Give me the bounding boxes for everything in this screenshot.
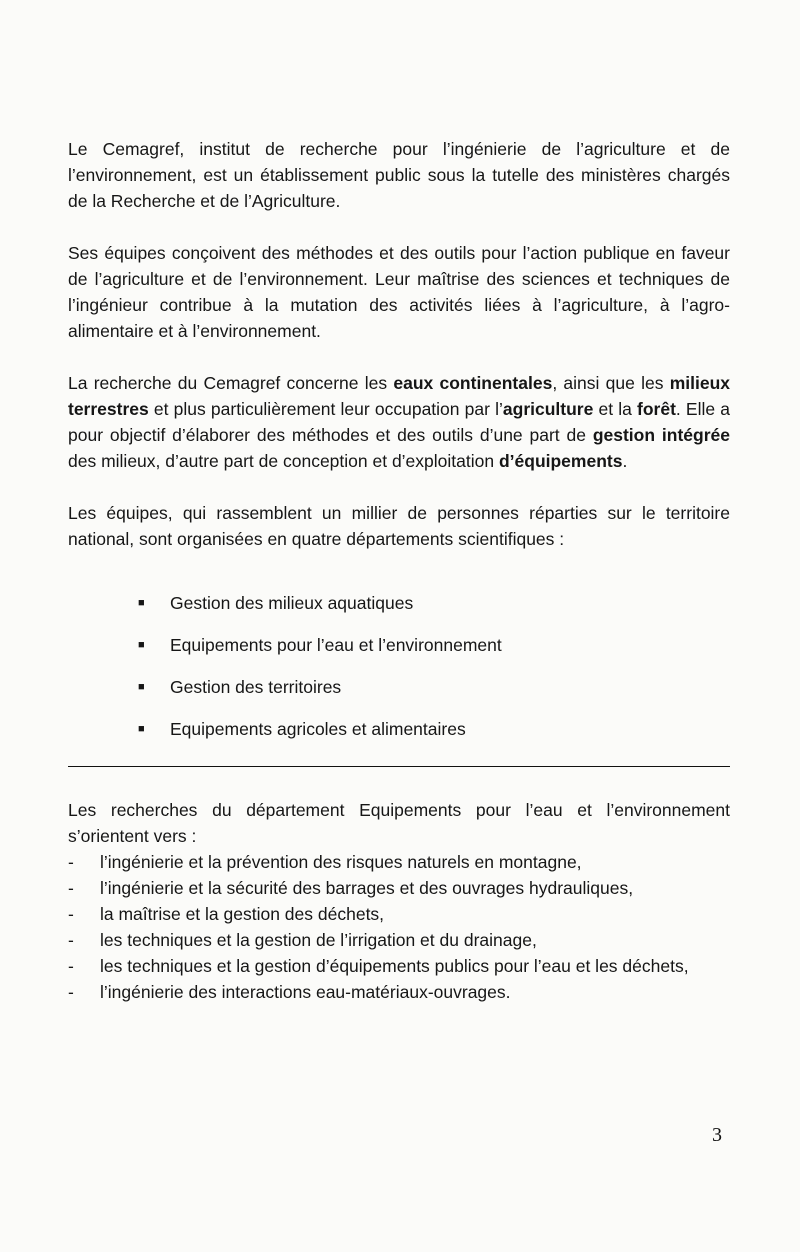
list-item-label: l’ingénierie et la prévention des risques naturels en montagne, bbox=[100, 852, 582, 872]
list-item-label: l’ingénierie des interactions eau-matériaux-ouvrages. bbox=[100, 982, 511, 1002]
page-number: 3 bbox=[712, 1124, 722, 1146]
paragraph-intro-cemagref: Le Cemagref, institut de recherche pour l’ingénierie de l’agriculture et de l’environnement, est un établissement public sous la tutelle des ministères chargés de la Recherche et de l’Agriculture. bbox=[68, 139, 730, 211]
list-item bbox=[138, 590, 730, 616]
dash-bullet: - bbox=[68, 982, 74, 1002]
list-item-label: Gestion des milieux aquatiques bbox=[170, 593, 414, 613]
dash-bullet: - bbox=[68, 904, 74, 924]
paragraph-recherches-departement: Les recherches du département Equipements pour l’eau et l’environnement s’orientent vers : bbox=[68, 800, 730, 846]
square-bullet-icon: ■ bbox=[138, 639, 145, 651]
list-item-label: la maîtrise et la gestion des déchets, bbox=[100, 904, 385, 924]
dash-bullet: - bbox=[68, 878, 74, 898]
list-item bbox=[68, 953, 730, 979]
departments-bullet-list bbox=[138, 590, 730, 742]
square-bullet-icon: ■ bbox=[138, 723, 145, 735]
list-item-label: l’ingénierie et la sécurité des barrages et des ouvrages hydrauliques, bbox=[100, 878, 634, 898]
list-item-label: Gestion des territoires bbox=[170, 677, 342, 697]
list-item bbox=[138, 716, 730, 742]
paragraph-recherche-domaines: La recherche du Cemagref concerne les eaux continentales, ainsi que les milieux terrestres et plus particulièrement leur occupation par l’agriculture et la forêt. Elle a pour objectif d’élaborer des méthodes et des outils d’une part de gestion intégrée des milieux, d’autre part de conception et d’exploitation d’équipements. bbox=[68, 373, 730, 471]
list-item bbox=[68, 875, 730, 901]
dash-bullet: - bbox=[68, 930, 74, 950]
list-item-label: les techniques et la gestion de l’irrigation et du drainage, bbox=[100, 930, 537, 950]
section-divider bbox=[68, 766, 730, 767]
list-item bbox=[68, 849, 730, 875]
list-item-label: Equipements pour l’eau et l’environnement bbox=[170, 635, 502, 655]
list-item bbox=[138, 674, 730, 700]
list-item bbox=[138, 632, 730, 658]
list-item bbox=[68, 979, 730, 1005]
square-bullet-icon: ■ bbox=[138, 597, 145, 609]
research-topics-dash-list bbox=[68, 849, 730, 1005]
list-item bbox=[68, 901, 730, 927]
dash-bullet: - bbox=[68, 956, 74, 976]
list-item bbox=[68, 927, 730, 953]
list-item-label: Equipements agricoles et alimentaires bbox=[170, 719, 466, 739]
paragraph-departements-intro: Les équipes, qui rassemblent un millier de personnes réparties sur le territoire national, sont organisées en quatre départements scientifiques : bbox=[68, 503, 730, 549]
paragraph-equipes-methodes: Ses équipes conçoivent des méthodes et des outils pour l’action publique en faveur de l’agriculture et de l’environnement. Leur maîtrise des sciences et techniques de l’ingénieur contribue à la mutation des activités liées à l’agriculture, à l’agro-alimentaire et à l’environnement. bbox=[68, 243, 730, 341]
square-bullet-icon: ■ bbox=[138, 681, 145, 693]
list-item-label: les techniques et la gestion d’équipements publics pour l’eau et les déchets, bbox=[100, 956, 689, 976]
dash-bullet: - bbox=[68, 852, 74, 872]
